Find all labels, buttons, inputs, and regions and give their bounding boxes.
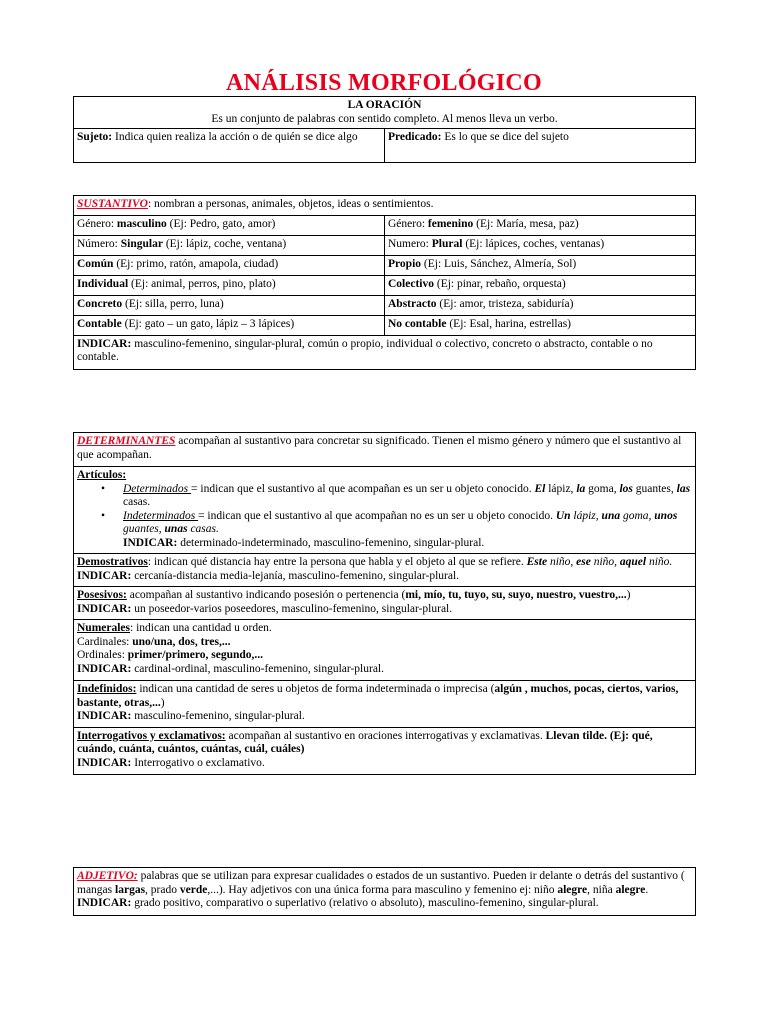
demostrativos-cell: Demostrativos: indican qué distancia hay entre la persona que habla y el objeto al que se refiere. Este niño, ese niño, aquel niño. INDICAR: cercanía-distancia media-lejanía, masculino-femenino, singular-plural. bbox=[74, 554, 696, 587]
determinantes-table bbox=[73, 432, 696, 775]
predicado-cell bbox=[385, 129, 696, 163]
bullet-icon: • bbox=[101, 482, 106, 495]
predicado-text: Es lo que se dice del sujeto bbox=[441, 131, 569, 143]
sujeto-label: Sujeto: bbox=[77, 131, 113, 143]
demostrativos-heading: Demostrativos bbox=[77, 556, 148, 568]
sustantivo-cell-left: Común (Ej: primo, ratón, amapola, ciudad) bbox=[74, 255, 385, 275]
adjetivo-cell: ADJETIVO: palabras que se utilizan para expresar cualidades o estados de un sustantivo. Pueden ir delante o detrás del sustantivo ( mangas largas, prado verde,...). Hay adjetivos con una única forma para masculino y femenino ej: niño alegre, niña alegre. INDICAR: grado positivo, comparativo o superlativo (relativo o absoluto), masculino-femenino, singular-plural. bbox=[74, 868, 696, 916]
sustantivo-label: SUSTANTIVO bbox=[77, 198, 148, 210]
sustantivo-table bbox=[73, 195, 696, 370]
sustantivo-cell-left: Concreto (Ej: silla, perro, luna) bbox=[74, 295, 385, 315]
list-item: • Determinados = indican que el sustantivo al que acompañan es un ser u objeto conocido. El lápiz, la goma, los guantes, las casas. bbox=[101, 482, 691, 508]
indicar-label: INDICAR: bbox=[77, 337, 132, 350]
sustantivo-cell-left: Número: Singular (Ej: lápiz, coche, ventana) bbox=[74, 235, 385, 255]
indefinidos-cell: Indefinidos: indican una cantidad de seres u objetos de forma indeterminada o imprecisa (algún , muchos, pocas, ciertos, varios, bastante, otras,...) INDICAR: masculino-femenino, singular-plural. bbox=[74, 681, 696, 728]
numerales-cell: Numerales: indican una cantidad u orden. Cardinales: uno/una, dos, tres,... Ordinales: primer/primero, segundo,... INDICAR: cardinal-ordinal, masculino-femenino, singular-plural. bbox=[74, 620, 696, 681]
articulos-cell: Artículos: • Determinados = indican que el sustantivo al que acompañan es un ser u objeto conocido. El lápiz, la goma, los guantes, las casas. • Indeterminados = indican que el sustantivo al que acompañan no es un ser u objeto conocido. Un lápiz, una goma, unos guantes, unas casas. INDICAR: determinado-indeterminado, masculino-femenino, singular-plural. bbox=[74, 467, 696, 554]
sustantivo-cell-right: Colectivo (Ej: pinar, rebaño, orquesta) bbox=[385, 275, 696, 295]
predicado-label: Predicado: bbox=[388, 131, 442, 143]
list-item: • Indeterminados = indican que el sustantivo al que acompañan no es un ser u objeto conocido. Un lápiz, una goma, unos guantes, unas casas. bbox=[101, 509, 678, 535]
articulos-heading: Artículos: bbox=[77, 469, 127, 481]
adjetivo-label: ADJETIVO: bbox=[77, 870, 138, 882]
numerales-heading: Numerales bbox=[77, 622, 131, 634]
sustantivo-row bbox=[74, 215, 696, 235]
sustantivo-cell-right: Abstracto (Ej: amor, tristeza, sabiduría) bbox=[385, 295, 696, 315]
sustantivo-row bbox=[74, 295, 696, 315]
indefinidos-heading: Indefinidos: bbox=[77, 683, 137, 695]
indicar-text: masculino-femenino, singular-plural, común o propio, individual o colectivo, concreto o abstracto, contable o no contable. bbox=[77, 337, 653, 363]
sustantivo-intro: : nombran a personas, animales, objetos, ideas o sentimientos. bbox=[147, 198, 434, 210]
posesivos-cell: Posesivos: acompañan al sustantivo indicando posesión o pertenencia (mi, mío, tu, tuyo, su, suyo, nuestro, vuestro,...) INDICAR: un poseedor-varios poseedores, masculino-femenino, singular-plural. bbox=[74, 587, 696, 620]
sustantivo-cell-left: Género: masculino (Ej: Pedro, gato, amor) bbox=[74, 215, 385, 235]
sustantivo-cell-right: No contable (Ej: Esal, harina, estrellas) bbox=[385, 315, 696, 335]
sustantivo-cell-left: Contable (Ej: gato – un gato, lápiz – 3 lápices) bbox=[74, 315, 385, 335]
sustantivo-cell-right: Propio (Ej: Luis, Sánchez, Almería, Sol) bbox=[385, 255, 696, 275]
oracion-heading: LA ORACIÓN bbox=[347, 99, 422, 111]
bullet-icon: • bbox=[101, 509, 106, 522]
posesivos-heading: Posesivos: bbox=[77, 589, 127, 601]
sustantivo-cell-right: Género: femenino (Ej: María, mesa, paz) bbox=[385, 215, 696, 235]
sustantivo-row bbox=[74, 275, 696, 295]
oracion-definition: Es un conjunto de palabras con sentido completo. Al menos lleva un verbo. bbox=[211, 112, 558, 125]
sujeto-text: Indica quien realiza la acción o de quién se dice algo bbox=[112, 131, 358, 143]
sustantivo-row bbox=[74, 315, 696, 335]
sustantivo-indicar-cell bbox=[74, 335, 696, 369]
page-title: ANÁLISIS MORFOLÓGICO bbox=[225, 70, 543, 96]
sujeto-cell bbox=[74, 129, 385, 163]
interrogativos-heading: Interrogativos y exclamativos: bbox=[77, 729, 226, 742]
sustantivo-cell-right: Numero: Plural (Ej: lápices, coches, ventanas) bbox=[385, 235, 696, 255]
determinantes-intro: acompañan al sustantivo para concretar su significado. Tienen el mismo género y número que el sustantivo al que acompañan. bbox=[77, 435, 682, 461]
sustantivo-row bbox=[74, 255, 696, 275]
sustantivo-cell-left: Individual (Ej: animal, perros, pino, plato) bbox=[74, 275, 385, 295]
interrogativos-cell: Interrogativos y exclamativos: acompañan al sustantivo en oraciones interrogativas y exclamativas. Llevan tilde. (Ej: qué, cuándo, cuánta, cuántos, cuántas, cuál, cuáles) INDICAR: Interrogativo o exclamativo. bbox=[74, 727, 696, 775]
sustantivo-row bbox=[74, 235, 696, 255]
determinantes-intro-cell bbox=[74, 433, 696, 467]
adjetivo-table bbox=[73, 867, 696, 916]
oracion-table bbox=[73, 96, 696, 163]
sustantivo-intro-cell bbox=[74, 196, 696, 216]
oracion-header-cell bbox=[74, 97, 696, 129]
determinantes-label: DETERMINANTES bbox=[77, 435, 176, 447]
